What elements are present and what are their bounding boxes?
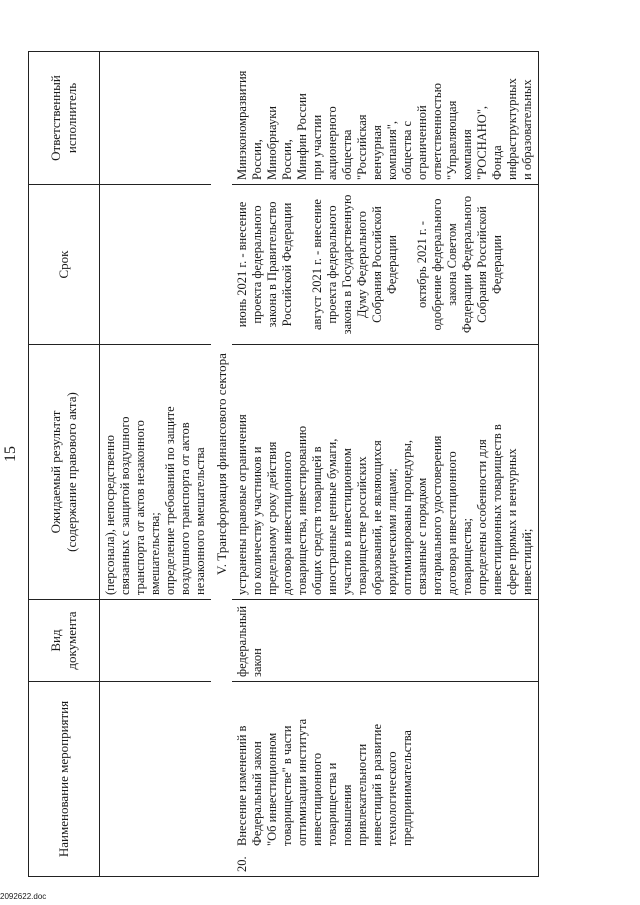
row-20-deadline: июнь 2021 г. - внесение проекта федерального закона в Правительство Российской Федерации август 2021 г. - внесение проекта федерального закона в Государственную Думу Федерального Собрания Российской Федерации октябрь 2021 г. - одобрение федерального закона Советом Федерации Федерального Собрания Российской Федерации bbox=[232, 185, 539, 345]
header-executor: Ответственный исполнитель bbox=[29, 52, 100, 185]
page-number: 15 bbox=[2, 446, 19, 462]
section-row bbox=[211, 52, 232, 877]
table-row bbox=[232, 52, 539, 877]
header-deadline: Срок bbox=[29, 185, 100, 345]
action-plan-table bbox=[28, 51, 539, 877]
row-20-result: устранены правовые ограничения по количеству участников и предельному сроку действия договора инвестиционного товарищества, инвестированию общих средств товарищей в иностранные ценные бумаги, участию в инвестиционном товариществе российских образований, не являющихся юридическими лицами; оптимизированы процедуры, связанные с порядком нотариального удостоверения договора инвестиционного товарищества; определены особенности для инвестиционных товариществ в сфере прямых и венчурных инвестиций; bbox=[232, 345, 539, 600]
file-code: 2092622.doc bbox=[0, 892, 47, 901]
row-20-doc-type: федеральный закон bbox=[232, 600, 539, 682]
row-title: Внесение изменений в Федеральный закон "Об инвестиционном товариществе" в части оптимизации института инвестиционного товарищества и повышения привлекательности инвестиций в развитие технологического предпринимательства bbox=[235, 718, 414, 846]
table-header-row bbox=[29, 52, 100, 877]
row-number: 20. bbox=[235, 856, 249, 872]
row-20-name-cell bbox=[232, 682, 539, 877]
header-doc-type: Вид документа bbox=[29, 600, 100, 682]
continuation-row bbox=[100, 52, 212, 877]
row-20-executor: Минэкономразвития России, Минобрнауки России, Минфин России при участии акционерного общества "Российская венчурная компания", общества с ограниченной ответственностью "Управляющая компания "РОСНАНО", Фонда инфраструктурных и образовательных bbox=[232, 52, 539, 185]
header-result: Ожидаемый результат (содержание правового акта) bbox=[29, 345, 100, 600]
section-title: V. Трансформация финансового сектора bbox=[211, 52, 232, 877]
continuation-result: (персонала), непосредственно связанных с защитой воздушного транспорта от актов незаконного вмешательства; определение требований по защите воздушного транспорта от актов незаконного вмешательства bbox=[100, 345, 212, 600]
header-name: Наименование мероприятия bbox=[29, 682, 100, 877]
